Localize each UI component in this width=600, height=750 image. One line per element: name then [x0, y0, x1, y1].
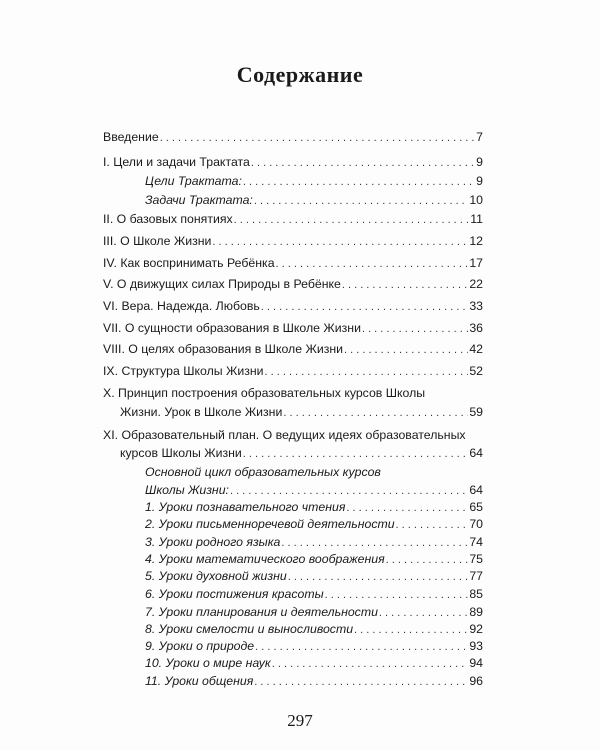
leader-dots [396, 517, 469, 533]
toc-entry-label: 11. Уроки общения [145, 674, 254, 688]
toc-entry-page: 64 [469, 446, 483, 460]
leader-dots [362, 321, 468, 337]
toc-entry-page: 9 [476, 174, 483, 188]
toc-subentry[interactable] [145, 569, 483, 585]
leader-dots [379, 605, 468, 621]
toc-entry-label: 8. Уроки смелости и выносливости [145, 622, 354, 636]
leader-dots [261, 299, 469, 315]
toc-entry-label: II. О базовых понятиях [103, 212, 233, 226]
toc-entry-page: 94 [469, 656, 483, 670]
leader-dots [234, 212, 470, 228]
leader-dots [254, 674, 468, 690]
toc-entry[interactable] [103, 277, 483, 293]
toc-subentry[interactable] [145, 587, 483, 603]
toc-entry[interactable] [103, 342, 483, 358]
toc-entry-label: Введение [103, 130, 159, 144]
toc-entry-page: 52 [469, 364, 483, 378]
toc-entry-page: 77 [469, 569, 483, 583]
leader-dots [281, 535, 468, 551]
toc-entry-page: 59 [469, 405, 483, 419]
toc-entry-label: курсов Школы Жизни [120, 446, 242, 460]
toc-subentry[interactable] [145, 517, 483, 533]
toc-subentry[interactable] [145, 552, 483, 568]
toc-entry-label: 4. Уроки математического воображения [145, 552, 385, 566]
toc-subentry[interactable] [145, 639, 483, 655]
toc-entry-label: 10. Уроки о мире наук [145, 656, 271, 670]
toc-entry-page: 7 [476, 130, 483, 144]
toc-entry-page: 10 [469, 193, 483, 207]
leader-dots [288, 569, 469, 585]
leader-dots [325, 587, 469, 603]
toc-entry-label: VIII. О целях образования в Школе Жизни [103, 342, 343, 356]
toc-entry[interactable] [103, 364, 483, 380]
toc-entry-page: 33 [469, 299, 483, 313]
toc-entry-label: IV. Как воспринимать Ребёнка [103, 256, 275, 270]
toc-entry-page: 74 [469, 535, 483, 549]
toc-entry[interactable] [120, 446, 483, 462]
toc-entry-label: V. О движущих силах Природы в Ребёнке [103, 277, 341, 291]
toc-entry-page: 93 [469, 639, 483, 653]
toc-entry-label-line1: Основной цикл образовательных курсов [145, 465, 381, 479]
page-number: 297 [287, 711, 313, 730]
toc-entry-page: 92 [469, 622, 483, 636]
toc-entry-label-line1: XI. Образовательный план. О ведущих идеях образовательных [103, 428, 466, 442]
toc-entry[interactable] [103, 130, 483, 146]
toc-subentry[interactable] [145, 500, 483, 516]
leader-dots [276, 256, 469, 272]
toc-entry-label: VI. Вера. Надежда. Любовь [103, 299, 260, 313]
leader-dots [254, 193, 468, 209]
leader-dots [255, 639, 468, 655]
leader-dots [251, 155, 475, 171]
toc-entry[interactable] [103, 256, 483, 272]
leader-dots [342, 277, 468, 293]
toc-entry-label: VII. О сущности образования в Школе Жизни [103, 321, 361, 335]
leader-dots [212, 234, 468, 250]
toc-entry-label: IX. Структура Школы Жизни [103, 364, 264, 378]
toc-entry-page: 64 [469, 483, 483, 497]
toc-entry-page: 12 [469, 234, 483, 248]
leader-dots [283, 405, 468, 421]
toc-subentry[interactable] [145, 656, 483, 672]
toc-entry-page: 75 [469, 552, 483, 566]
leader-dots [243, 174, 475, 190]
toc-entry-label: 5. Уроки духовной жизни [145, 569, 287, 583]
toc-entry-page: 42 [469, 342, 483, 356]
toc-entry-label: 7. Уроки планирования и деятельности [145, 605, 378, 619]
toc-entry-label: 9. Уроки о природе [145, 639, 255, 653]
toc-entry-page: 9 [476, 155, 483, 169]
leader-dots [386, 552, 469, 568]
toc-entry-page: 85 [469, 587, 483, 601]
toc-subentry[interactable] [145, 605, 483, 621]
toc-entry-page: 22 [469, 277, 483, 291]
leader-dots [272, 656, 469, 672]
toc-entry-label: Цели Трактата: [145, 174, 242, 188]
leader-dots [344, 342, 468, 358]
leader-dots [346, 500, 468, 516]
toc-entry-label: 2. Уроки письменноречевой деятельности [145, 517, 395, 531]
toc-entry-page: 36 [469, 321, 483, 335]
toc-entry-page: 65 [469, 500, 483, 514]
toc-subentry[interactable] [145, 535, 483, 551]
toc-subentry[interactable] [145, 483, 483, 499]
toc-entry-label: I. Цели и задачи Трактата [103, 155, 250, 169]
toc-subentry[interactable] [145, 622, 483, 638]
leader-dots [354, 622, 468, 638]
toc-entry-label-line1: X. Принцип построения образовательных курсов Школы [103, 386, 426, 400]
toc-entry-label: Школы Жизни: [145, 483, 229, 497]
toc-entry[interactable] [103, 299, 483, 315]
toc-entry-label: 3. Уроки родного языка [145, 535, 281, 549]
toc-entry[interactable] [103, 212, 483, 228]
toc-entry-page: 70 [469, 517, 483, 531]
toc-subentry[interactable] [145, 674, 483, 690]
toc-subentry[interactable] [145, 174, 483, 190]
leader-dots [265, 364, 469, 380]
toc-subentry[interactable] [145, 193, 483, 209]
toc-entry-page: 89 [469, 605, 483, 619]
toc-entry[interactable] [103, 234, 483, 250]
toc-entry-label: III. О Школе Жизни [103, 234, 212, 248]
toc-entry-page: 96 [469, 674, 483, 688]
toc-entry[interactable] [120, 405, 483, 421]
leader-dots [243, 446, 469, 462]
toc-entry-page: 11 [470, 212, 483, 226]
toc-entry-page: 17 [469, 256, 483, 270]
toc-entry-label: Жизни. Урок в Школе Жизни [120, 405, 283, 419]
leader-dots [230, 483, 468, 499]
toc-entry-label: 6. Уроки постижения красоты [145, 587, 324, 601]
leader-dots [160, 130, 475, 146]
toc-entry-label: Задачи Трактата: [145, 193, 253, 207]
toc-entry-label: 1. Уроки познавательного чтения [145, 500, 346, 514]
page-title: Содержание [236, 62, 364, 87]
toc-entry[interactable] [103, 321, 483, 337]
toc-entry[interactable] [103, 155, 483, 171]
